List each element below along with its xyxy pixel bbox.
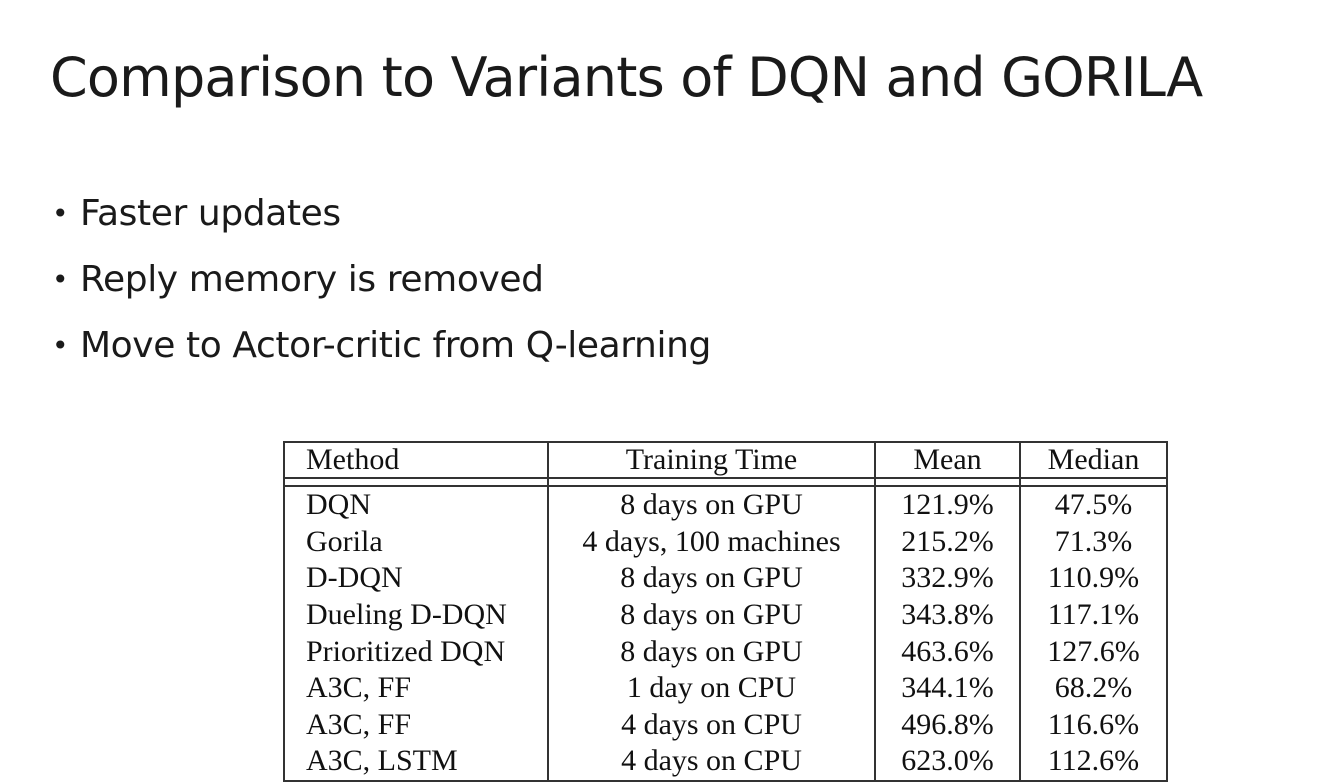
cell-median: 47.5% [1020,486,1167,524]
cell-training-time: 4 days, 100 machines [548,524,875,561]
cell-training-time: 4 days on CPU [548,707,875,744]
cell-mean: 343.8% [875,597,1020,634]
header-median: Median [1020,442,1167,478]
cell-method: DQN [284,486,548,524]
results-table [283,441,1168,782]
cell-median: 127.6% [1020,633,1167,670]
cell-mean: 623.0% [875,743,1020,781]
slide-title: Comparison to Variants of DQN and GORILA [50,46,1203,109]
cell-median: 110.9% [1020,560,1167,597]
cell-median: 117.1% [1020,597,1167,634]
cell-mean: 332.9% [875,560,1020,597]
table-row [284,633,1167,670]
cell-median: 116.6% [1020,707,1167,744]
table-row [284,486,1167,524]
header-method: Method [284,442,548,478]
cell-median: 112.6% [1020,743,1167,781]
bullet-item [52,318,711,384]
bullet-item [52,186,711,252]
cell-method: A3C, FF [284,707,548,744]
cell-mean: 463.6% [875,633,1020,670]
bullet-list [52,186,711,384]
bullet-dot-icon: • [52,329,69,362]
cell-training-time: 1 day on CPU [548,670,875,707]
table-row [284,597,1167,634]
cell-training-time: 8 days on GPU [548,633,875,670]
cell-mean: 344.1% [875,670,1020,707]
bullet-dot-icon: • [52,197,69,230]
header-mean: Mean [875,442,1020,478]
cell-training-time: 4 days on CPU [548,743,875,781]
cell-method: A3C, LSTM [284,743,548,781]
cell-median: 71.3% [1020,524,1167,561]
bullet-text: Faster updates [80,193,341,234]
bullet-dot-icon: • [52,263,69,296]
cell-mean: 121.9% [875,486,1020,524]
table-separator [284,478,1167,486]
header-training-time: Training Time [548,442,875,478]
cell-method: Prioritized DQN [284,633,548,670]
table-row [284,560,1167,597]
cell-method: Dueling D-DQN [284,597,548,634]
cell-training-time: 8 days on GPU [548,486,875,524]
bullet-item [52,252,711,318]
cell-method: Gorila [284,524,548,561]
cell-median: 68.2% [1020,670,1167,707]
cell-method: D-DQN [284,560,548,597]
cell-training-time: 8 days on GPU [548,597,875,634]
table-header-row [284,442,1167,478]
bullet-text: Reply memory is removed [80,259,544,300]
bullet-text: Move to Actor-critic from Q-learning [80,325,711,366]
cell-mean: 496.8% [875,707,1020,744]
results-table-container [283,441,1166,782]
cell-mean: 215.2% [875,524,1020,561]
table-row [284,707,1167,744]
cell-training-time: 8 days on GPU [548,560,875,597]
table-row [284,670,1167,707]
table-row [284,743,1167,781]
cell-method: A3C, FF [284,670,548,707]
table-row [284,524,1167,561]
